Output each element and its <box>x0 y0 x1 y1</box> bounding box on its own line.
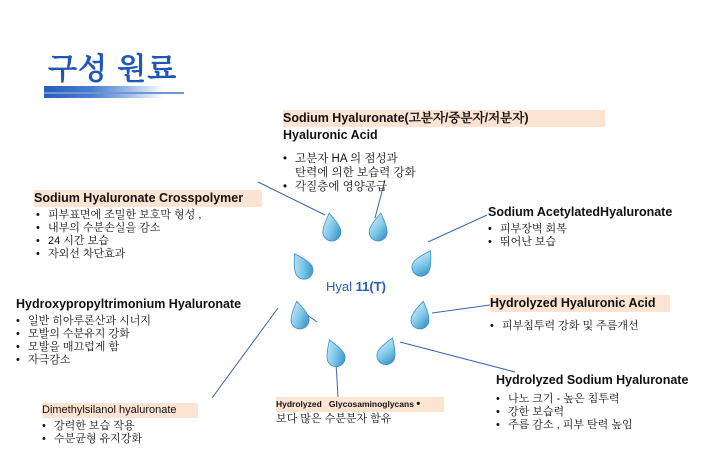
list-item: • 나노 크기 - 높은 침투력 <box>496 393 688 406</box>
drop-icon <box>287 249 317 282</box>
dimethylsilanol-block <box>42 403 198 446</box>
block-heading: Hydrolyzed Hyaluronic Acid <box>490 295 670 312</box>
hydrolyzed-sodium-block <box>496 374 688 432</box>
drop-icon <box>374 335 400 367</box>
glycosaminoglycans-block <box>276 397 444 426</box>
sodium-hyaluronate-block <box>283 110 605 194</box>
connector-glycosaminoglycans <box>336 363 338 397</box>
block-heading: Hydrolyzed Sodium Hyaluronate <box>496 373 689 387</box>
list-item: • 수분균형 유지강화 <box>42 433 198 446</box>
list-item: • 피부침투력 강화 및 주름개선 <box>490 320 670 333</box>
list-item: • 내부의 수분손실을 감소 <box>36 222 262 235</box>
acetylated-block <box>488 206 672 249</box>
drop-icon <box>320 212 342 242</box>
connector-hydrolyzed-acid <box>432 305 490 313</box>
list-item: • 고분자 HA 의 점성과 <box>283 152 605 166</box>
drop-icon <box>410 300 433 331</box>
block-heading: Hydroxypropyltrimonium Hyaluronate <box>16 297 242 311</box>
list-item: 탄력에 의한 보습력 강화 <box>295 167 416 179</box>
list-item: • 각질층에 영양공급 <box>283 180 605 194</box>
hub-label: Hyal 11(T) <box>326 279 386 294</box>
list-item: • 뛰어난 보습 <box>488 236 672 249</box>
block-heading: Hydrolyzed Glycosaminoglycans • <box>276 397 444 412</box>
block-heading: Sodium Hyaluronate Crosspolymer <box>34 190 262 207</box>
page-title: 구성 원료 <box>48 53 178 86</box>
connector-hydrolyzed-sodium <box>400 342 515 372</box>
block-heading: Sodium AcetylatedHyaluronate <box>488 205 673 219</box>
list-item: • 모발의 수분유지 강화 <box>16 328 241 341</box>
block-heading: Sodium Hyaluronate(고분자/중분자/저분자) <box>283 110 605 127</box>
hydrolyzed-acid-block <box>490 295 670 333</box>
list-item: 보다 많은 수분분자 함유 <box>276 413 392 425</box>
list-item: • 피부장벽 회복 <box>488 223 672 236</box>
list-item: • 강한 보습력 <box>496 406 688 419</box>
list-item: • 자외선 차단효과 <box>36 248 262 261</box>
hydroxypropyl-block <box>16 298 241 367</box>
block-heading: Dimethylsilanol hyaluronate <box>42 403 198 418</box>
list-item: • 자극감소 <box>16 354 241 367</box>
list-item: • 24 시간 보습 <box>36 235 262 248</box>
list-item: • 모발을 매끄럽게 함 <box>16 341 241 354</box>
drop-icon <box>321 337 347 369</box>
drop-icon <box>409 246 439 279</box>
list-item: • 피부표면에 조밀한 보호막 형성 , <box>36 209 262 222</box>
drop-icon <box>288 300 311 331</box>
list-item: • 일반 히아루론산과 시너지 <box>16 315 241 328</box>
block-subheading: Hyaluronic Acid <box>283 128 378 142</box>
crosspolymer-block <box>34 190 262 261</box>
connector-acetylated <box>428 215 487 242</box>
list-item: • 주름 감소 , 피부 탄력 높임 <box>496 419 688 432</box>
list-item: • 강력한 보습 작용 <box>42 420 198 433</box>
drop-icon <box>368 212 390 242</box>
